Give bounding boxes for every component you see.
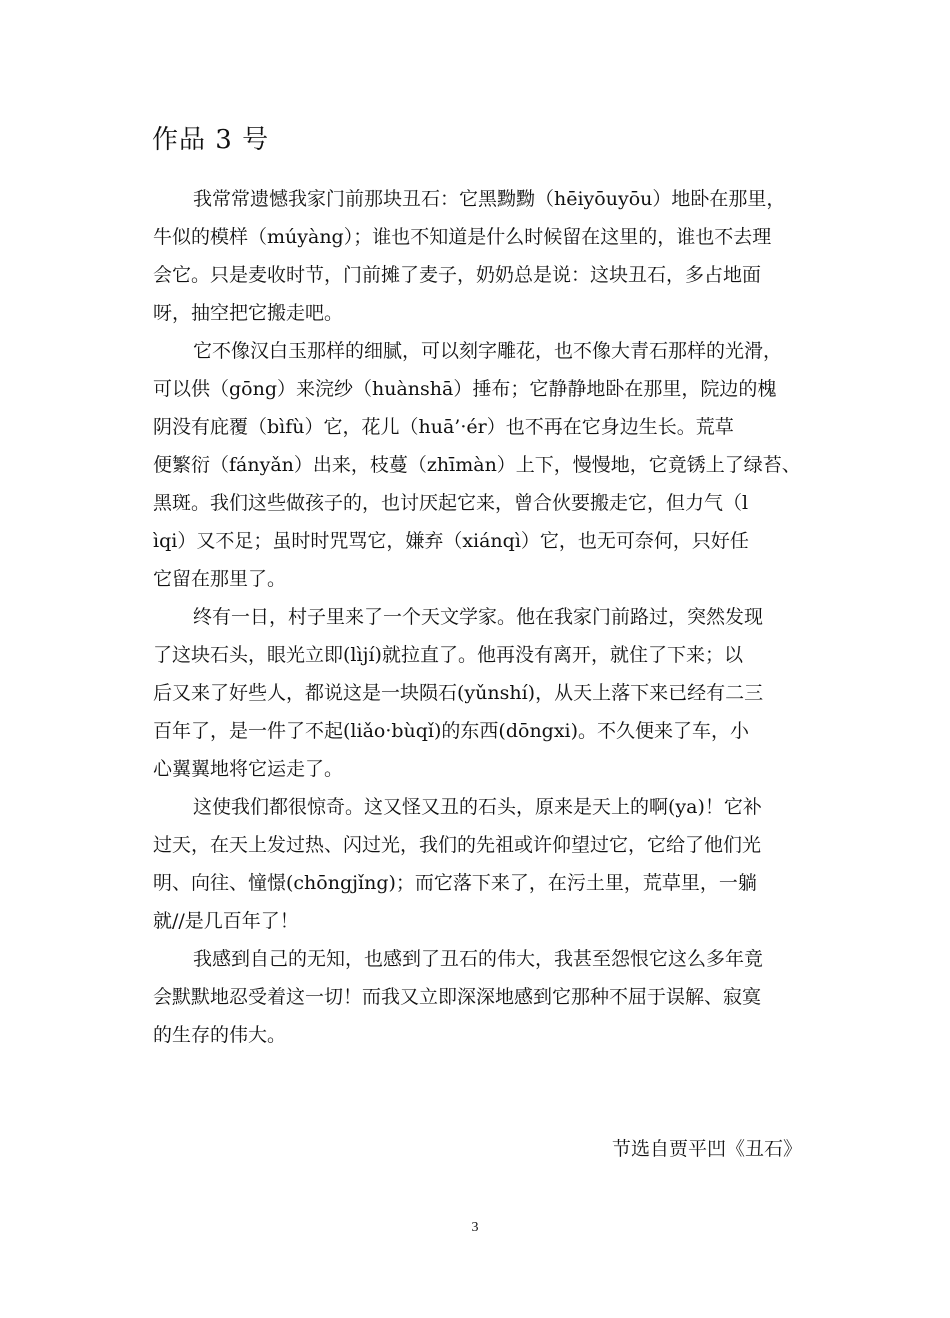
text-line: 呀，抽空把它搬走吧。 — [153, 302, 344, 324]
text-line: 终有一日，村子里来了一个天文学家。他在我家门前路过，突然发现 — [193, 606, 764, 628]
page-number: 3 — [471, 1220, 479, 1235]
paragraph-3 — [153, 598, 803, 788]
text-line: 它留在那里了。 — [153, 568, 287, 590]
text-line: 过天，在天上发过热、闪过光，我们的先祖或许仰望过它，它给了他们光 — [153, 834, 762, 856]
text-line: 百年了，是一件了不起(liǎo·bùqǐ)的东西(dōngxi)。不久便来了车，小 — [153, 720, 750, 742]
paragraph-5 — [153, 940, 803, 1054]
text-line: 黑斑。我们这些做孩子的，也讨厌起它来，曾合伙要搬走它，但力气（l — [153, 492, 749, 514]
text-line: 可以供（gōng）来浣纱（huànshā）捶布；它静静地卧在那里，院边的槐 — [153, 378, 777, 400]
text-line: 便繁衍（fányǎn）出来，枝蔓（zhīmàn）上下，慢慢地，它竟锈上了绿苔、 — [153, 454, 801, 476]
text-line: 这使我们都很惊奇。这又怪又丑的石头，原来是天上的啊(ya)！它补 — [193, 796, 762, 818]
paragraph-2 — [153, 332, 803, 598]
article-body — [153, 180, 803, 1054]
text-line: 明、向往、憧憬(chōngjǐng)；而它落下来了，在污土里，荒草里，一躺 — [153, 872, 757, 894]
paragraph-4 — [153, 788, 803, 940]
text-line: 会默默地忍受着这一切！而我又立即深深地感到它那种不屈于误解、寂寞 — [153, 986, 762, 1008]
text-line: 阴没有庇覆（bìfù）它，花儿（huā’·ér）也不再在它身边生长。荒草 — [153, 416, 734, 438]
text-line: 心翼翼地将它运走了。 — [153, 758, 344, 780]
paragraph-1 — [153, 180, 803, 332]
text-line: 的生存的伟大。 — [153, 1024, 287, 1046]
source-attribution: 节选自贾平凹《丑石》 — [611, 1138, 802, 1160]
text-line: ìqi）又不足；虽时时咒骂它，嫌弃（xiánqì）它，也无可奈何，只好任 — [153, 530, 749, 552]
text-line: 了这块石头，眼光立即(lìjí)就拉直了。他再没有离开，就住了下来；以 — [153, 644, 743, 666]
text-line: 就//是几百年了！ — [153, 910, 299, 932]
text-line: 会它。只是麦收时节，门前摊了麦子，奶奶总是说：这块丑石，多占地面 — [153, 264, 762, 286]
text-line: 牛似的模样（múyàng）；谁也不知道是什么时候留在这里的，谁也不去理 — [153, 226, 772, 248]
text-line: 后又来了好些人，都说这是一块陨石(yǔnshí)，从天上落下来已经有二三 — [153, 682, 764, 704]
text-line: 我常常遗憾我家门前那块丑石：它黑黝黝（hēiyōuyōu）地卧在那里， — [193, 188, 786, 210]
text-line: 它不像汉白玉那样的细腻，可以刻字雕花，也不像大青石那样的光滑， — [193, 340, 783, 362]
page-title: 作品 3 号 — [152, 125, 270, 155]
text-line: 我感到自己的无知，也感到了丑石的伟大，我甚至怨恨它这么多年竟 — [193, 948, 764, 970]
